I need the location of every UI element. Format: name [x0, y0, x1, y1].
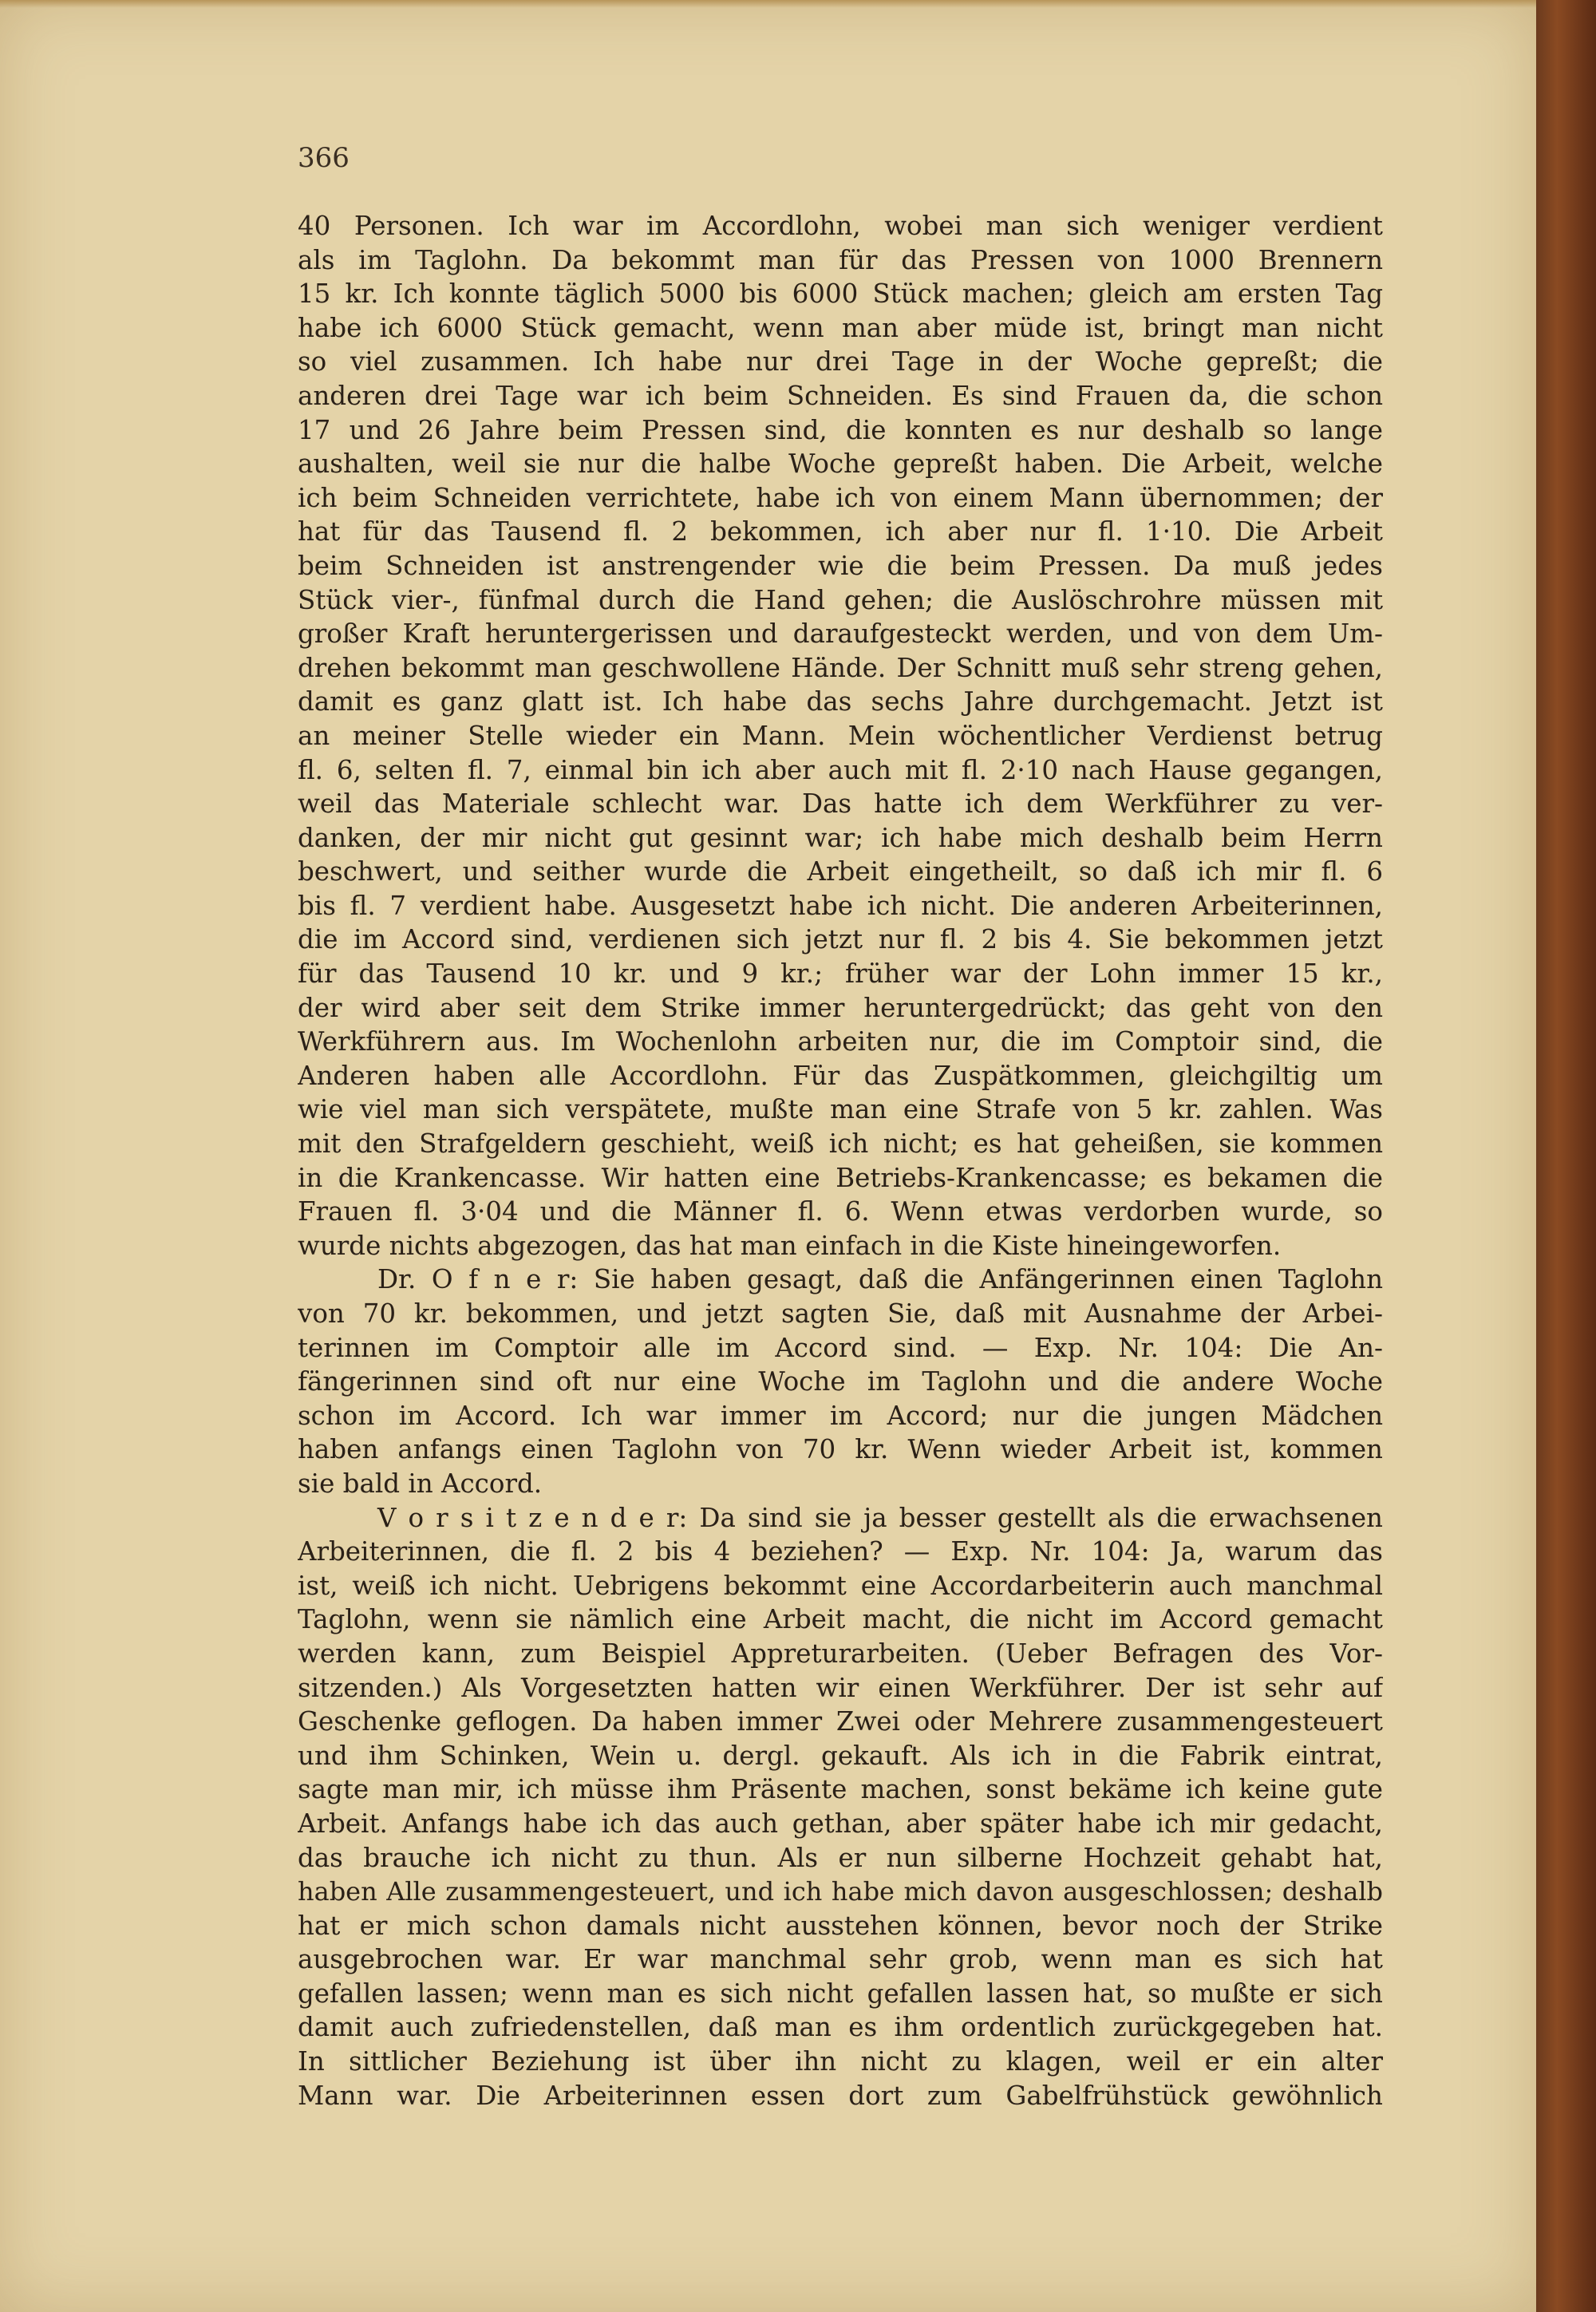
text-line: schon im Accord. Ich war immer im Accord; nur die jungen Mädchen — [298, 1400, 1383, 1431]
text-line: drehen bekommt man geschwollene Hände. Der Schnitt muß sehr streng gehen, — [298, 652, 1383, 683]
text-line: in die Krankencasse. Wir hatten eine Betriebs-Krankencasse; es bekamen die — [298, 1162, 1383, 1193]
text-line: Stück vier-, fünfmal durch die Hand gehen; die Auslöschrohre müssen mit — [298, 584, 1383, 615]
text-line: hat er mich schon damals nicht ausstehen können, bevor noch der Strike — [298, 1910, 1383, 1941]
text-line: danken, der mir nicht gut gesinnt war; ich habe mich deshalb beim Herrn — [298, 822, 1383, 853]
speaker-line: Dr. O f n e r: Sie haben gesagt, daß die Anfängerinnen einen Taglohn — [377, 1264, 1383, 1295]
text-line: terinnen im Comptoir alle im Accord sind. — Exp. Nr. 104: Die An- — [298, 1332, 1383, 1363]
text-line: bis fl. 7 verdient habe. Ausgesetzt habe ich nicht. Die anderen Arbeiterinnen, — [298, 890, 1383, 921]
text-line: sitzenden.) Als Vorgesetzten hatten wir einen Werkführer. Der ist sehr auf — [298, 1672, 1383, 1703]
text-line: ist, weiß ich nicht. Uebrigens bekommt eine Accordarbeiterin auch manchmal — [298, 1570, 1383, 1601]
text-line: fl. 6, selten fl. 7, einmal bin ich aber auch mit fl. 2·10 nach Hause gegangen, — [298, 754, 1383, 785]
text-line: hat für das Tausend fl. 2 bekommen, ich aber nur fl. 1·10. Die Arbeit — [298, 516, 1383, 547]
page-number: 366 — [298, 142, 350, 174]
text-line: mit den Strafgeldern geschieht, weiß ich nicht; es hat geheißen, sie kommen — [298, 1128, 1383, 1160]
text-line: ausgebrochen war. Er war manchmal sehr grob, wenn man es sich hat — [298, 1944, 1383, 1975]
text-line: damit es ganz glatt ist. Ich habe das sechs Jahre durchgemacht. Jetzt ist — [298, 686, 1383, 717]
text-line: Werkführern aus. Im Wochenlohn arbeiten nur, die im Comptoir sind, die — [298, 1026, 1383, 1057]
text-line: Arbeit. Anfangs habe ich das auch gethan, aber später habe ich mir gedacht, — [298, 1808, 1383, 1839]
text-line: anderen drei Tage war ich beim Schneiden. Es sind Frauen da, die schon — [298, 380, 1383, 411]
text-line: In sittlicher Beziehung ist über ihn nicht zu klagen, weil er ein alter — [298, 2046, 1383, 2077]
speaker-line: V o r s i t z e n d e r: Da sind sie ja besser gestellt als die erwachsenen — [377, 1502, 1383, 1533]
body-text — [298, 209, 1383, 2112]
text-line: 40 Personen. Ich war im Accordlohn, wobei man sich weniger verdient — [298, 211, 1383, 241]
page-top-edge — [0, 0, 1536, 8]
text-line: das brauche ich nicht zu thun. Als er nun silberne Hochzeit gehabt hat, — [298, 1842, 1383, 1873]
text-line: so viel zusammen. Ich habe nur drei Tage in der Woche gepreßt; die — [298, 346, 1383, 377]
text-line: für das Tausend 10 kr. und 9 kr.; früher war der Lohn immer 15 kr., — [298, 958, 1383, 990]
text-line: von 70 kr. bekommen, und jetzt sagten Sie, daß mit Ausnahme der Arbei- — [298, 1298, 1383, 1329]
text-line: die im Accord sind, verdienen sich jetzt nur fl. 2 bis 4. Sie bekommen jetzt — [298, 924, 1383, 955]
text-line: Taglohn, wenn sie nämlich eine Arbeit macht, die nicht im Accord gemacht — [298, 1604, 1383, 1635]
text-line: weil das Materiale schlecht war. Das hatte ich dem Werkführer zu ver- — [298, 788, 1383, 820]
text-line: Mann war. Die Arbeiterinnen essen dort zum Gabelfrühstück gewöhnlich — [298, 2080, 1383, 2111]
text-line: Geschenke geflogen. Da haben immer Zwei oder Mehrere zusammengesteuert — [298, 1706, 1383, 1737]
text-line: Anderen haben alle Accordlohn. Für das Zuspätkommen, gleichgiltig um — [298, 1060, 1383, 1091]
text-line: fängerinnen sind oft nur eine Woche im Taglohn und die andere Woche — [298, 1366, 1383, 1397]
text-line: haben Alle zusammengesteuert, und ich habe mich davon ausgeschlossen; deshalb — [298, 1876, 1383, 1907]
text-line: als im Taglohn. Da bekommt man für das Pressen von 1000 Brennern — [298, 244, 1383, 275]
text-line: Arbeiterinnen, die fl. 2 bis 4 beziehen? — Exp. Nr. 104: Ja, warum das — [298, 1536, 1383, 1567]
text-line: und ihm Schinken, Wein u. dergl. gekauft. Als ich in die Fabrik eintrat, — [298, 1740, 1383, 1771]
text-line: sie bald in Accord. — [298, 1468, 543, 1499]
text-line: damit auch zufriedenstellen, daß man es ihm ordentlich zurückgegeben hat. — [298, 2012, 1383, 2043]
text-line: haben anfangs einen Taglohn von 70 kr. Wenn wieder Arbeit ist, kommen — [298, 1434, 1383, 1465]
text-line: an meiner Stelle wieder ein Mann. Mein wöchentlicher Verdienst betrug — [298, 720, 1383, 751]
book-spine-edge — [1536, 0, 1596, 2312]
text-line: sagte man mir, ich müsse ihm Präsente machen, sonst bekäme ich keine gute — [298, 1774, 1383, 1805]
text-line: wie viel man sich verspätete, mußte man eine Strafe von 5 kr. zahlen. Was — [298, 1094, 1383, 1125]
text-line: habe ich 6000 Stück gemacht, wenn man aber müde ist, bringt man nicht — [298, 312, 1383, 343]
text-line: aushalten, weil sie nur die halbe Woche gepreßt haben. Die Arbeit, welche — [298, 449, 1383, 480]
text-line: beim Schneiden ist anstrengender wie die beim Pressen. Da muß jedes — [298, 550, 1383, 581]
text-line: gefallen lassen; wenn man es sich nicht gefallen lassen hat, so mußte er sich — [298, 1978, 1383, 2009]
text-line: großer Kraft heruntergerissen und daraufgesteckt werden, und von dem Um- — [298, 619, 1383, 650]
text-line: beschwert, und seither wurde die Arbeit eingetheilt, so daß ich mir fl. 6 — [298, 856, 1383, 887]
text-line: Frauen fl. 3·04 und die Männer fl. 6. Wenn etwas verdorben wurde, so — [298, 1196, 1383, 1227]
text-line: der wird aber seit dem Strike immer heruntergedrückt; das geht von den — [298, 992, 1383, 1023]
text-line: ich beim Schneiden verrichtete, habe ich von einem Mann übernommen; der — [298, 482, 1383, 513]
text-line: 15 kr. Ich konnte täglich 5000 bis 6000 Stück machen; gleich am ersten Tag — [298, 279, 1383, 310]
text-line: 17 und 26 Jahre beim Pressen sind, die konnten es nur deshalb so lange — [298, 414, 1383, 445]
text-line: wurde nichts abgezogen, das hat man einfach in die Kiste hineingeworfen. — [298, 1230, 1282, 1261]
text-line: werden kann, zum Beispiel Appreturarbeiten. (Ueber Befragen des Vor- — [298, 1638, 1383, 1669]
